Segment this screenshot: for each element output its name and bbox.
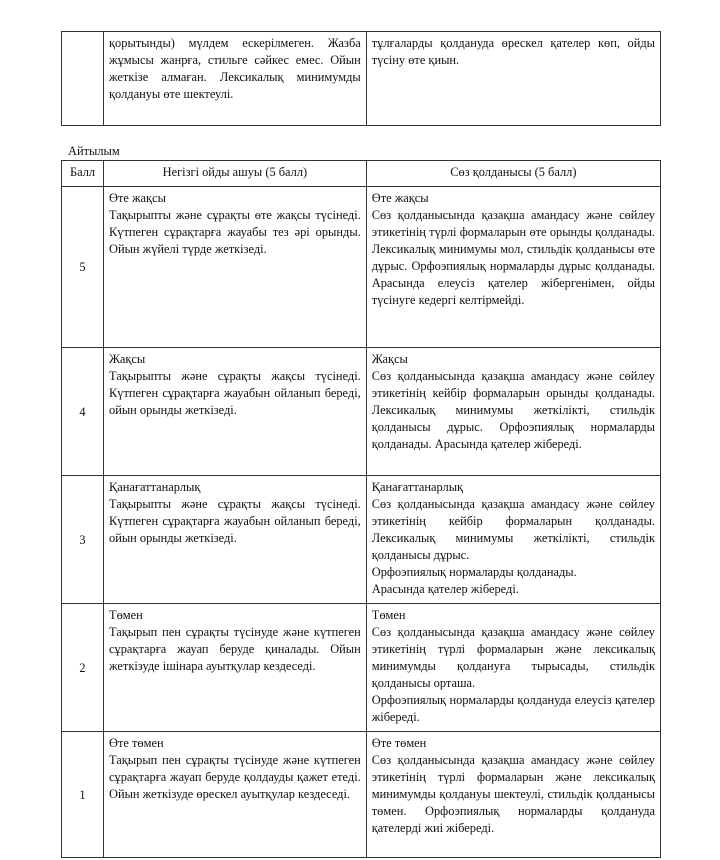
table-row [62, 476, 661, 604]
criterion-text: Сөз қолданысында қазақша амандасу және сөйлеу этикетінің кейбір формаларын орынды қолданады. Лексикалық минимумы жеткілікті, стильдік қолданысы дұрыс. Орфоэпиялық нормаларды қолданады. Арасында қателер жібереді. [371, 369, 655, 451]
idea-header: Негізгі ойды ашуы (5 балл) [104, 161, 367, 187]
level-label: Жақсы [371, 352, 408, 366]
idea-cell [104, 348, 367, 476]
speaking-rubric-table [61, 160, 661, 858]
criterion-text: Тақырыпты және сұрақты жақсы түсінеді. Күтпеген сұрақтарға жауабын ойланып береді, ойын орынды жеткізеді. [109, 369, 361, 417]
criterion-text: Сөз қолданысында қазақша амандасу және сөйлеу этикетінің түрлі формаларын және лексикалық минимумды қолдануы шектеулі, стильдік қолданысы төмен. Орфоэпиялық нормаларды қолдануда қателерді жиі жібереді. [371, 753, 655, 835]
criterion-text: Тақырыпты және сұрақты өте жақсы түсінеді. Күтпеген сұрақтарға жауабы тез әрі орынды. Ойын жүйелі түрде жеткізеді. [109, 208, 361, 256]
word-usage-cell [366, 732, 660, 858]
word-continuation-cell: тұлғаларды қолдануда өрескел қателер көп, ойды түсіну өте қиын. [366, 32, 660, 126]
table-row [62, 732, 661, 858]
criterion-text: Сөз қолданысында қазақша амандасу және сөйлеу этикетінің түрлі формаларын және лексикалық минимумды қолдануға тырысады, стильдік қолданысы орташа. Орфоэпиялық нормаларды қолдануда елеусіз қателер жібереді. [371, 625, 655, 724]
criterion-text: Тақырыпты және сұрақты жақсы түсінеді. Күтпеген сұрақтарға жауабын ойланып береді, ойын орынды жеткізеді. [109, 497, 361, 545]
level-label: Қанағаттанарлық [109, 480, 201, 494]
word-usage-cell [366, 476, 660, 604]
score-header: Балл [62, 161, 104, 187]
table-row [62, 348, 661, 476]
header-row [62, 161, 661, 187]
level-label: Өте төмен [109, 736, 164, 750]
level-label: Өте төмен [371, 736, 427, 750]
criterion-text: Тақырып пен сұрақты түсінуде және күтпеген сұрақтарға жауап беруде қолдауды қажет етеді. Ойын жеткізуде өрескел ауытқулар кездеседі. [109, 753, 361, 801]
section-heading: Айтылым [68, 144, 120, 158]
level-label: Қанағаттанарлық [371, 480, 464, 494]
word-usage-header: Сөз қолданысы (5 балл) [366, 161, 660, 187]
idea-cell [104, 604, 367, 732]
idea-cell [104, 187, 367, 348]
idea-continuation-cell: қорытынды) мүлдем ескерілмеген. Жазба жұмысы жанрға, стильге сәйкес емес. Ойын жеткізе алмаған. Лексикалық минимумды қолдануы өте шектеулі. [104, 32, 367, 126]
word-usage-cell [366, 348, 660, 476]
top-continuation-table [61, 31, 661, 126]
table-row [62, 32, 661, 126]
score-cell: 1 [62, 732, 104, 858]
level-label: Төмен [109, 608, 143, 622]
idea-cell [104, 732, 367, 858]
level-label: Жақсы [109, 352, 146, 366]
level-label: Өте жақсы [109, 191, 166, 205]
criterion-text: Сөз қолданысында қазақша амандасу және сөйлеу этикетінің түрлі формаларын өте орынды қолданады. Лексикалық минимумы мол, стильдік қолданысы өте дұрыс. Орфоэпиялық нормаларды дұрыс қолданады. Арасында елеусіз қателер жібергенімен, ойды түсінуге кедергі келтірмейді. [371, 208, 655, 307]
score-cell: 5 [62, 187, 104, 348]
word-usage-cell [366, 187, 660, 348]
score-cell: 3 [62, 476, 104, 604]
score-cell: 2 [62, 604, 104, 732]
word-usage-cell [366, 604, 660, 732]
table-row [62, 604, 661, 732]
score-cell: 4 [62, 348, 104, 476]
criterion-text: Тақырып пен сұрақты түсінуде және күтпеген сұрақтарға жауап беруде қиналады. Ойын жеткізуде ішінара ауытқулар кездеседі. [109, 625, 361, 673]
level-label: Төмен [371, 608, 406, 622]
idea-cell [104, 476, 367, 604]
table-row [62, 187, 661, 348]
level-label: Өте жақсы [371, 191, 429, 205]
empty-score-cell [62, 32, 104, 126]
criterion-text: Сөз қолданысында қазақша амандасу және сөйлеу этикетінің кейбір формаларын қолданады. Лексикалық минимумы жеткілікті, стильдік қолданысы дұрыс. Орфоэпиялық нормаларды қолданады. Арасында қателер жібереді. [371, 497, 655, 596]
